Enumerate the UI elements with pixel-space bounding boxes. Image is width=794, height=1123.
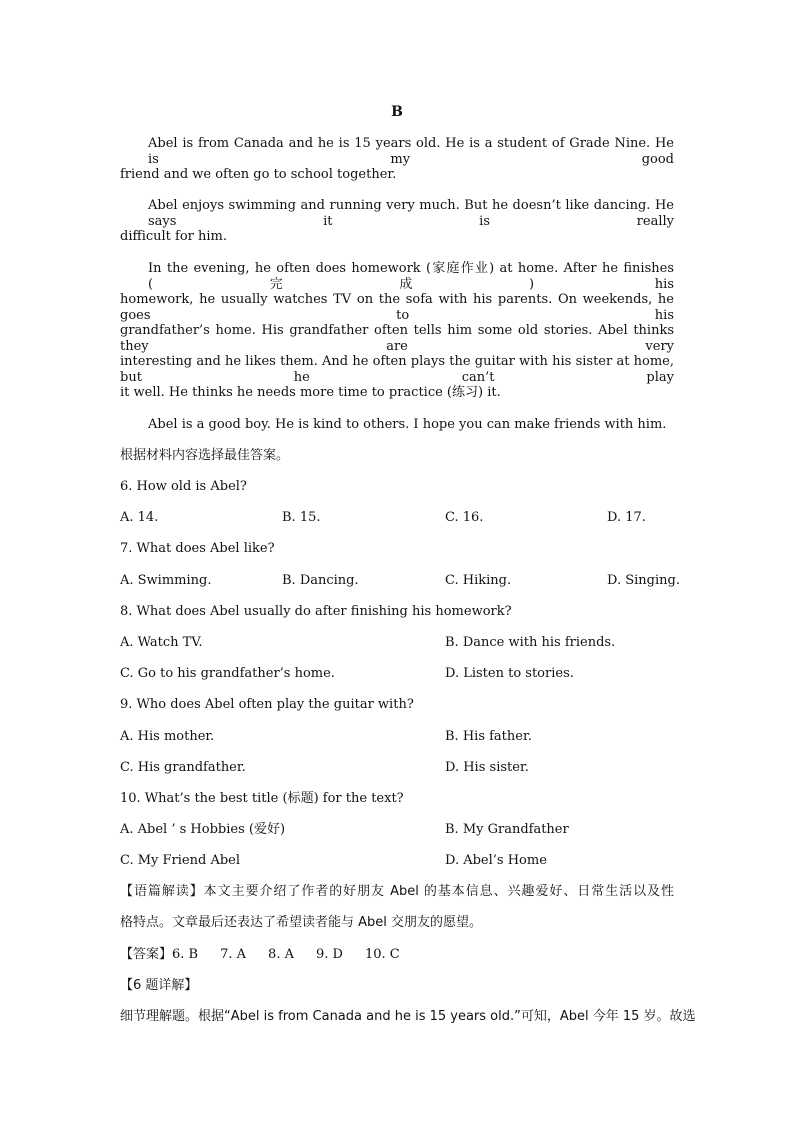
passage-line: Abel is a good boy. He is kind to others. I hope you can make friends with him. — [148, 417, 667, 432]
option-b: B. Dance with his friends. — [445, 635, 616, 650]
passage-line: Abel is from Canada and he is 15 years old. He is a student of Grade Nine. He is my good — [148, 136, 674, 167]
answer-item: 6. B — [172, 947, 199, 962]
answer-item: 9. D — [315, 947, 343, 962]
passage-line: grandfather’s home. His grandfather often tells him some old stories. Abel thinks they are very — [120, 323, 674, 354]
detail-text: 细节理解题。根据“Abel is from Canada and he is 15 years old.”可知，Abel 今年 15 岁。故选 — [120, 1009, 696, 1024]
detail-heading: 【6 题详解】 — [120, 978, 198, 993]
analysis-line: 【语篇解读】本文主要介绍了作者的好朋友 Abel 的基本信息、兴趣爱好、日常生活以及性 — [120, 884, 674, 899]
passage-line: friend and we often go to school together. — [120, 167, 397, 182]
passage-line: homework, he usually watches TV on the sofa with his parents. On weekends, he goes to his — [120, 292, 674, 323]
answer-item: 8. A — [268, 947, 294, 962]
option-d: D. His sister. — [445, 760, 529, 775]
option-a: A. Watch TV. — [120, 635, 203, 650]
option-b: B. My Grandfather — [445, 822, 569, 837]
section-heading: B — [391, 104, 403, 120]
passage-line: In the evening, he often does homework (家庭作业) at home. After he finishes (完成) his — [148, 261, 674, 292]
option-b: B. 15. — [282, 510, 321, 525]
option-a: A. His mother. — [120, 729, 215, 744]
answer-item: 7. A — [220, 947, 247, 962]
question-stem: 7. What does Abel like? — [120, 541, 275, 556]
answer-key — [120, 947, 422, 963]
option-c: C. Hiking. — [445, 573, 512, 588]
option-c: C. His grandfather. — [120, 760, 246, 775]
analysis-line: 格特点。文章最后还表达了希望读者能与 Abel 交朋友的愿望。 — [120, 915, 483, 930]
question-stem: 9. Who does Abel often play the guitar with? — [120, 697, 414, 712]
option-c: C. 16. — [445, 510, 484, 525]
answer-label: 【答案】 — [120, 947, 173, 962]
passage-line: Abel enjoys swimming and running very much. But he doesn’t like dancing. He says it is really — [148, 198, 674, 229]
instruction: 根据材料内容选择最佳答案。 — [120, 448, 290, 463]
option-a: A. Swimming. — [120, 573, 212, 588]
option-a: A. Abel ’ s Hobbies (爱好) — [120, 822, 286, 837]
option-c: C. My Friend Abel — [120, 853, 241, 868]
option-b: B. His father. — [445, 729, 532, 744]
passage-line: it well. He thinks he needs more time to practice (练习) it. — [120, 385, 501, 400]
option-a: A. 14. — [120, 510, 159, 525]
passage-line: interesting and he likes them. And he often plays the guitar with his sister at home, but he can’t play — [120, 354, 674, 385]
answer-item: 10. C — [364, 947, 400, 962]
question-stem: 8. What does Abel usually do after finishing his homework? — [120, 604, 512, 619]
option-b: B. Dancing. — [282, 573, 359, 588]
question-stem: 6. How old is Abel? — [120, 479, 247, 494]
option-d: D. Abel’s Home — [445, 853, 547, 868]
question-stem: 10. What’s the best title (标题) for the text? — [120, 791, 404, 806]
option-d: D. Singing. — [607, 573, 680, 588]
passage-line: difficult for him. — [120, 229, 228, 244]
option-d: D. 17. — [607, 510, 646, 525]
option-c: C. Go to his grandfather’s home. — [120, 666, 335, 681]
option-d: D. Listen to stories. — [445, 666, 574, 681]
